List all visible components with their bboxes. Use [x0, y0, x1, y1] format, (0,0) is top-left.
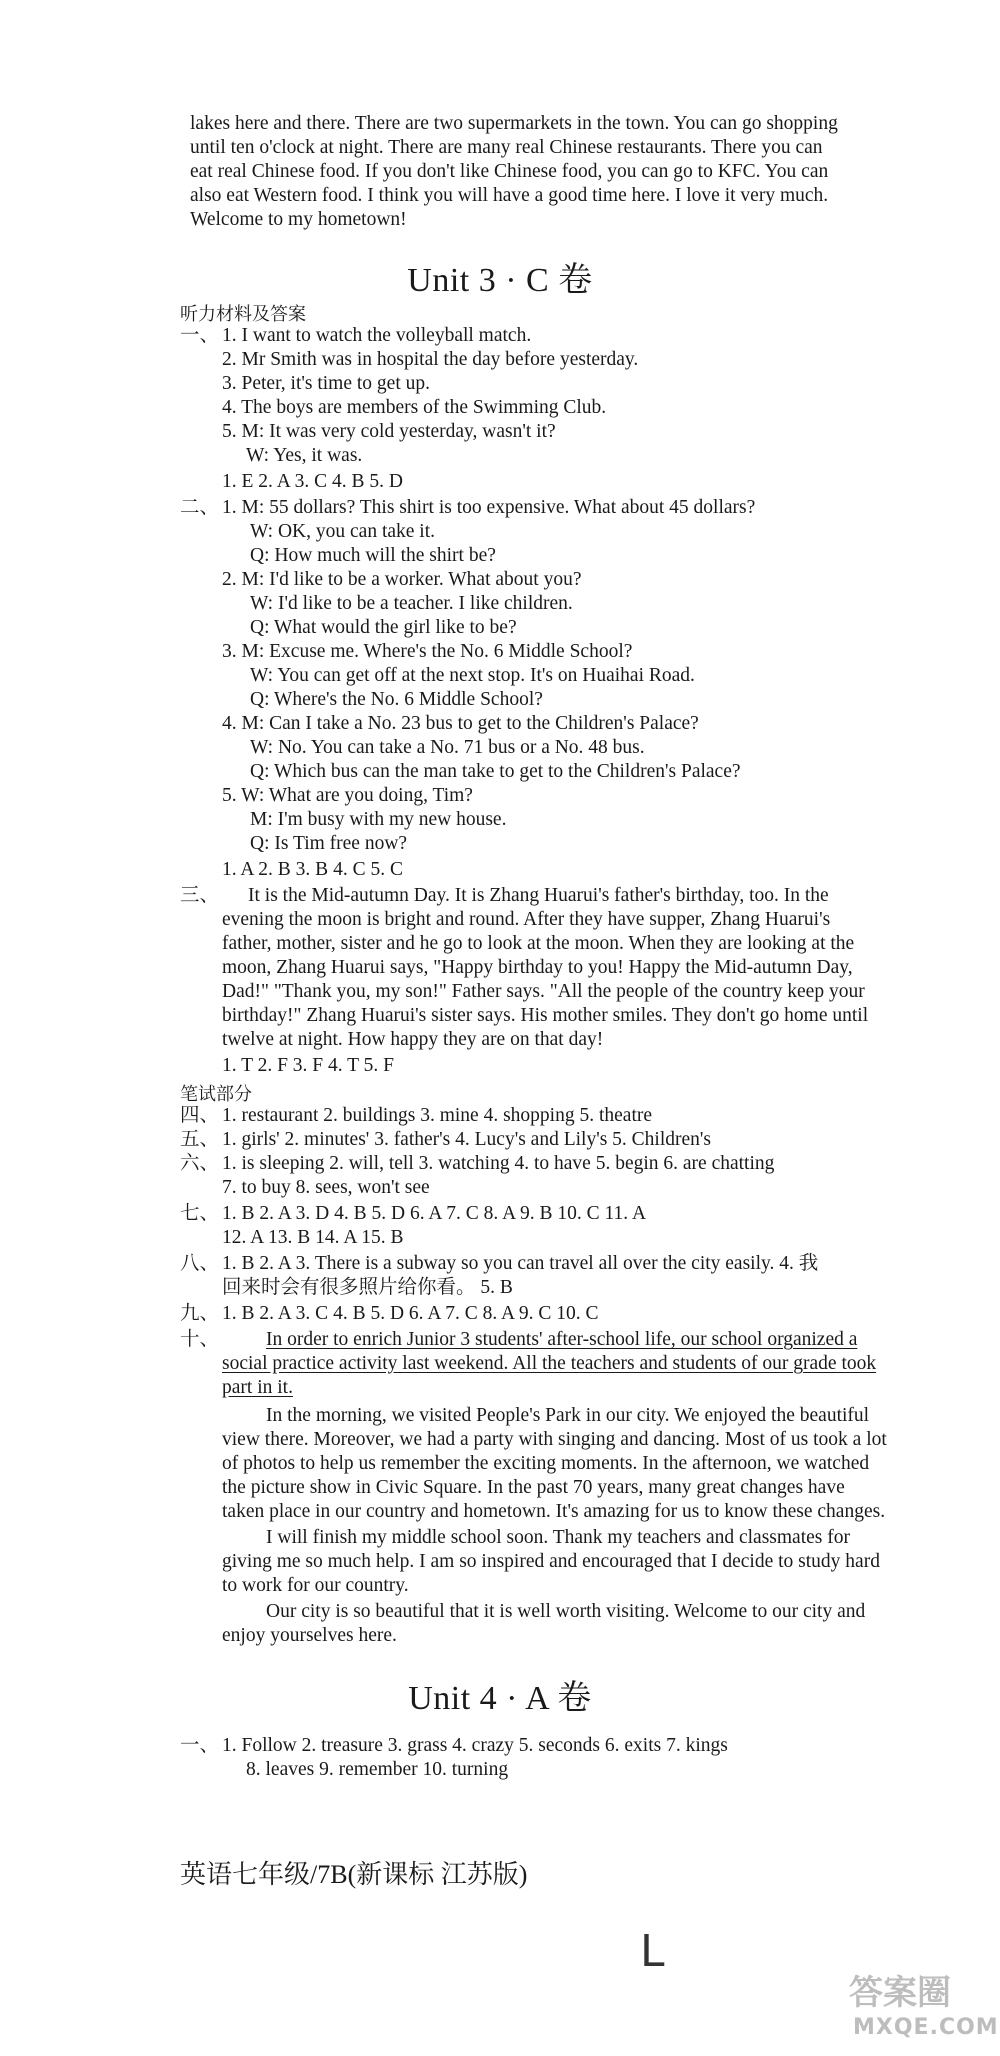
s3-line: It is the Mid-autumn Day. It is Zhang Huarui's father's birthday, too. In the: [248, 885, 829, 906]
s3-number: 三、: [180, 885, 220, 906]
s1-item-3: 3. Peter, it's time to get up.: [222, 373, 430, 394]
s9-number: 九、: [180, 1303, 220, 1324]
page-mark: L: [640, 1926, 665, 1977]
watermark-url: MXQE.COM: [853, 2015, 999, 2040]
s3-line: father, mother, sister and he go to look at the moon. When they are looking at the: [222, 933, 855, 954]
s5-answers: 1. girls' 2. minutes' 3. father's 4. Lucy's and Lily's 5. Children's: [222, 1129, 712, 1150]
written-header: 笔试部分: [180, 1084, 252, 1104]
listening-header: 听力材料及答案: [180, 304, 306, 324]
s10-para2-line: In the morning, we visited People's Park in our city. We enjoyed the beautiful: [266, 1405, 870, 1426]
s2-line: Q: What would the girl like to be?: [250, 617, 517, 638]
s5-number: 五、: [180, 1129, 220, 1150]
s2-line: W: No. You can take a No. 71 bus or a No. 48 bus.: [250, 737, 645, 758]
s10-underlined-line-2: social practice activity last weekend. All the teachers and students of our grade took: [222, 1353, 877, 1374]
intro-line-2: until ten o'clock at night. There are many real Chinese restaurants. There you can: [190, 137, 823, 158]
watermark-brand: 答案圈: [849, 1973, 951, 2013]
s7-answers-line-2: 12. A 13. B 14. A 15. B: [222, 1227, 404, 1248]
intro-line-4: also eat Western food. I think you will have a good time here. I love it very much.: [190, 185, 829, 206]
unit3c-title: Unit 3 · C 卷: [407, 262, 593, 299]
s2-answers: 1. A 2. B 3. B 4. C 5. C: [222, 859, 403, 880]
intro-line-5: Welcome to my hometown!: [190, 209, 407, 230]
intro-line-3: eat real Chinese food. If you don't like Chinese food, you can go to KFC. You can: [190, 161, 829, 182]
watermark-logo: [845, 1965, 999, 2049]
s3-line: birthday!" Zhang Huarui's sister says. His mother smiles. They don't go home until: [222, 1005, 869, 1026]
s1-item-1: 1. I want to watch the volleyball match.: [222, 325, 532, 346]
s10-underlined-line-1: In order to enrich Junior 3 students' after-school life, our school organized a: [266, 1329, 858, 1350]
s3-line: moon, Zhang Huarui says, "Happy birthday to you! Happy the Mid-autumn Day,: [222, 957, 853, 978]
s2-line: 2. M: I'd like to be a worker. What about you?: [222, 569, 582, 590]
s10-para3-line: giving me so much help. I am so inspired and encouraged that I decide to study hard: [222, 1551, 880, 1572]
s10-para3-line: I will finish my middle school soon. Thank my teachers and classmates for: [266, 1527, 850, 1548]
s1-item-5: 5. M: It was very cold yesterday, wasn't it?: [222, 421, 556, 442]
s2-line: 5. W: What are you doing, Tim?: [222, 785, 473, 806]
s3-line: evening the moon is bright and round. After they have supper, Zhang Huarui's: [222, 909, 831, 930]
s10-underlined-line-3: part in it.: [222, 1377, 293, 1398]
page-footer: 英语七年级/7B(新课标 江苏版): [180, 1860, 528, 1889]
s2-line: Q: How much will the shirt be?: [250, 545, 496, 566]
s6-answers-line-2: 7. to buy 8. sees, won't see: [222, 1177, 430, 1198]
s3-answers: 1. T 2. F 3. F 4. T 5. F: [222, 1055, 394, 1076]
s2-line: W: You can get off at the next stop. It's on Huaihai Road.: [250, 665, 695, 686]
s10-para4-line: Our city is so beautiful that it is well worth visiting. Welcome to our city and: [266, 1601, 866, 1622]
s3-line: Dad!" "Thank you, my son!" Father says. "All the people of the country keep your: [222, 981, 865, 1002]
u4-s1-answers-line-1: 1. Follow 2. treasure 3. grass 4. crazy 5. seconds 6. exits 7. kings: [222, 1735, 728, 1756]
s4-number: 四、: [180, 1105, 220, 1126]
s2-line: 3. M: Excuse me. Where's the No. 6 Middle School?: [222, 641, 633, 662]
s1-item-5-reply: W: Yes, it was.: [246, 445, 363, 466]
s2-line: Q: Is Tim free now?: [250, 833, 408, 854]
s7-number: 七、: [180, 1203, 220, 1224]
s10-para2-line: the picture show in Civic Square. In the past 70 years, many great changes have: [222, 1477, 845, 1498]
s2-number: 二、: [180, 497, 220, 518]
s2-line: W: OK, you can take it.: [250, 521, 436, 542]
s2-line: 1. M: 55 dollars? This shirt is too expensive. What about 45 dollars?: [222, 497, 756, 518]
u4-s1-answers-line-2: 8. leaves 9. remember 10. turning: [246, 1759, 509, 1780]
s8-answers-line-2: 回来时会有很多照片给你看。 5. B: [222, 1277, 513, 1298]
u4-s1-number: 一、: [180, 1735, 220, 1756]
s8-answers-line-1: 1. B 2. A 3. There is a subway so you can travel all over the city easily. 4. 我: [222, 1253, 819, 1274]
unit4a-title: Unit 4 · A 卷: [408, 1680, 592, 1717]
s2-line: Q: Which bus can the man take to get to the Children's Palace?: [250, 761, 741, 782]
s10-para3-line: to work for our country.: [222, 1575, 409, 1596]
s1-item-4: 4. The boys are members of the Swimming Club.: [222, 397, 607, 418]
s3-line: twelve at night. How happy they are on that day!: [222, 1029, 604, 1050]
s6-number: 六、: [180, 1153, 220, 1174]
s10-para2-line: view there. Moreover, we had a party with singing and dancing. Most of us took a lot: [222, 1429, 887, 1450]
intro-line-1: lakes here and there. There are two supermarkets in the town. You can go shopping: [190, 113, 838, 134]
s9-answers: 1. B 2. A 3. C 4. B 5. D 6. A 7. C 8. A 9. C 10. C: [222, 1303, 599, 1324]
s8-number: 八、: [180, 1253, 220, 1274]
s4-answers: 1. restaurant 2. buildings 3. mine 4. shopping 5. theatre: [222, 1105, 653, 1126]
s10-para4-line: enjoy yourselves here.: [222, 1625, 397, 1646]
s2-line: Q: Where's the No. 6 Middle School?: [250, 689, 543, 710]
s1-number: 一、: [180, 325, 220, 346]
s2-line: W: I'd like to be a teacher. I like children.: [250, 593, 573, 614]
s10-para2-line: of photos to help us remember the exciting moments. In the afternoon, we watched: [222, 1453, 870, 1474]
s1-answers: 1. E 2. A 3. C 4. B 5. D: [222, 471, 403, 492]
s6-answers-line-1: 1. is sleeping 2. will, tell 3. watching 4. to have 5. begin 6. are chatting: [222, 1153, 775, 1174]
s7-answers-line-1: 1. B 2. A 3. D 4. B 5. D 6. A 7. C 8. A 9. B 10. C 11. A: [222, 1203, 647, 1224]
s10-para2-line: taken place in our country and hometown. It's amazing for us to know these changes.: [222, 1501, 886, 1522]
s1-item-2: 2. Mr Smith was in hospital the day before yesterday.: [222, 349, 639, 370]
s2-line: 4. M: Can I take a No. 23 bus to get to the Children's Palace?: [222, 713, 699, 734]
s10-number: 十、: [180, 1329, 220, 1350]
s2-line: M: I'm busy with my new house.: [250, 809, 507, 830]
